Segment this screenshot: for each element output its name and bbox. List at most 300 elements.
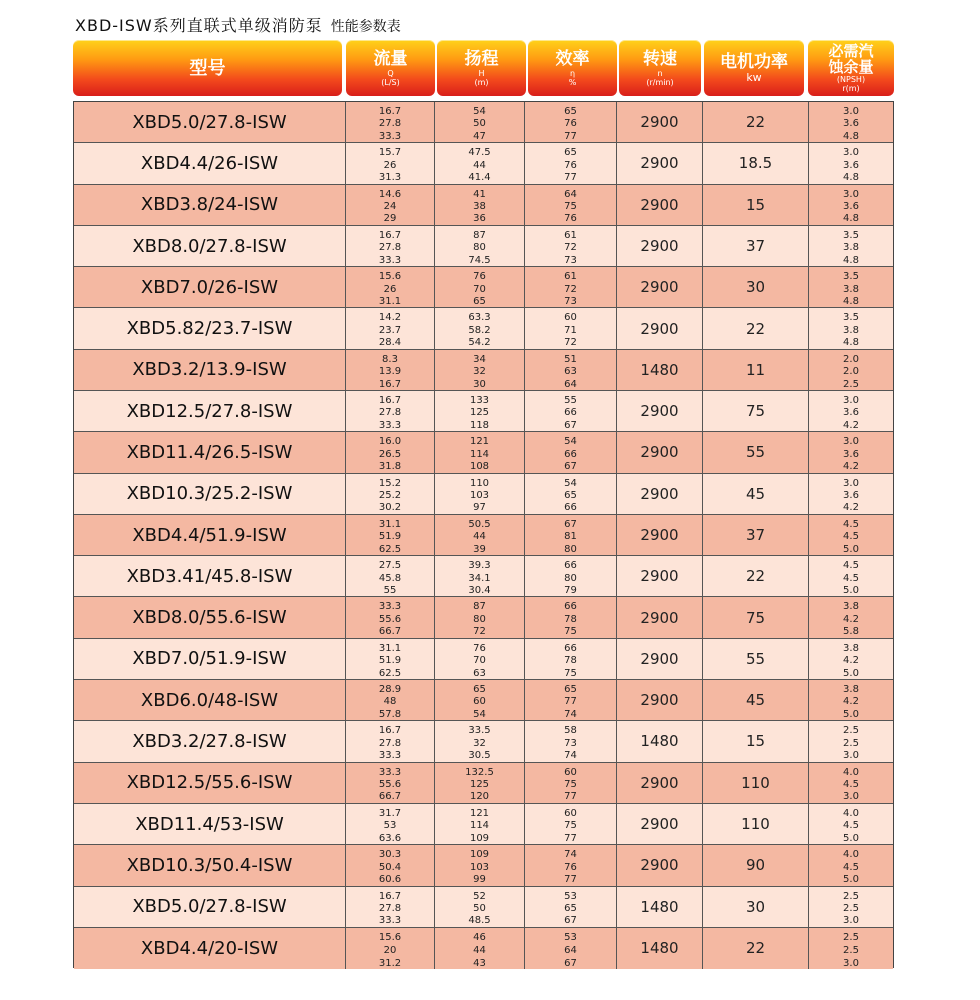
flow-cell (346, 639, 435, 679)
flow-cell (346, 804, 435, 844)
eff-value: 76 (564, 213, 577, 225)
flow-value: 33.3 (378, 750, 402, 762)
head-value: 44 (473, 159, 486, 171)
eff-value: 64 (564, 188, 577, 200)
head-cell (435, 185, 525, 225)
table-row (74, 721, 893, 762)
head-value: 30.5 (468, 750, 491, 762)
header-npsh-symbol: (NPSH) (836, 75, 866, 84)
head-cell (435, 102, 525, 142)
npsh-value: 4.8 (843, 172, 859, 184)
head-cell (435, 928, 525, 969)
head-value: 44 (473, 531, 486, 543)
flow-value: 20 (383, 944, 397, 956)
head-value: 50 (473, 118, 486, 130)
model-cell: XBD3.8/24-ISW (74, 185, 346, 225)
header-head-unit: (m) (474, 77, 489, 87)
flow-value: 30.3 (378, 849, 402, 861)
npsh-value: 5.8 (843, 626, 859, 638)
speed-cell: 2900 (617, 474, 703, 514)
header-flow-symbol: Q (387, 68, 394, 78)
npsh-cell (809, 680, 893, 720)
eff-value: 65 (564, 684, 577, 696)
efficiency-cell (525, 515, 617, 555)
npsh-value: 3.5 (843, 312, 859, 324)
flow-value: 16.7 (378, 106, 402, 117)
table-row (74, 350, 893, 391)
table-row (74, 887, 893, 928)
npsh-cell (809, 102, 893, 142)
eff-value: 66 (564, 407, 577, 419)
head-value: 132.5 (465, 766, 494, 778)
eff-value: 77 (564, 791, 577, 803)
flow-cell (346, 185, 435, 225)
speed-cell: 2900 (617, 432, 703, 472)
npsh-cell (809, 804, 893, 844)
head-cell (435, 267, 525, 307)
flow-value: 26.5 (378, 448, 402, 460)
speed-cell: 2900 (617, 185, 703, 225)
eff-value: 74 (564, 750, 577, 762)
head-value: 103 (469, 490, 490, 501)
head-cell (435, 308, 525, 348)
npsh-cell (809, 763, 893, 803)
npsh-value: 3.5 (843, 229, 859, 241)
flow-value: 60.6 (378, 874, 402, 885)
head-value: 114 (469, 820, 490, 832)
speed-cell: 2900 (617, 143, 703, 183)
flow-value: 31.1 (378, 642, 402, 654)
head-value: 50 (473, 902, 486, 914)
head-cell (435, 515, 525, 555)
npsh-cell (809, 597, 893, 637)
eff-value: 76 (564, 159, 577, 171)
speed-cell: 2900 (617, 267, 703, 307)
flow-cell (346, 721, 435, 761)
flow-value: 50.4 (378, 861, 402, 873)
npsh-value: 5.0 (843, 543, 859, 555)
head-value: 114 (469, 448, 490, 460)
motor-power-cell: 75 (703, 391, 809, 431)
eff-value: 76 (564, 118, 577, 130)
npsh-cell (809, 515, 893, 555)
npsh-cell (809, 226, 893, 266)
head-value: 60 (473, 696, 486, 708)
head-value: 58.2 (468, 324, 491, 336)
table-row (74, 308, 893, 349)
npsh-value: 2.5 (843, 725, 859, 737)
flow-value: 57.8 (378, 708, 402, 720)
motor-power-cell: 37 (703, 226, 809, 266)
eff-value: 60 (564, 807, 577, 819)
flow-value: 28.9 (378, 684, 402, 696)
head-cell (435, 474, 525, 514)
eff-value: 63 (564, 366, 577, 378)
npsh-value: 3.6 (843, 159, 859, 171)
flow-value: 55.6 (378, 779, 402, 791)
head-value: 121 (469, 436, 490, 448)
head-value: 30 (473, 378, 486, 390)
npsh-value: 5.0 (843, 874, 859, 885)
flow-value: 24 (383, 200, 397, 212)
eff-value: 54 (564, 477, 577, 489)
npsh-value: 4.8 (843, 295, 859, 307)
head-value: 87 (473, 601, 486, 613)
head-value: 41.4 (468, 172, 491, 184)
flow-value: 25.2 (378, 490, 402, 501)
head-value: 50.5 (468, 518, 491, 530)
eff-value: 80 (564, 572, 577, 584)
model-cell: XBD5.0/27.8-ISW (74, 102, 346, 142)
motor-power-cell: 110 (703, 763, 809, 803)
head-cell (435, 680, 525, 720)
speed-cell: 2900 (617, 680, 703, 720)
npsh-value: 4.5 (843, 820, 859, 832)
head-value: 30.4 (468, 584, 491, 596)
motor-power-cell: 90 (703, 845, 809, 885)
model-cell: XBD5.0/27.8-ISW (74, 887, 346, 927)
head-value: 52 (473, 890, 486, 902)
flow-value: 33.3 (378, 766, 402, 778)
flow-value: 33.3 (378, 254, 402, 266)
eff-value: 77 (564, 172, 577, 184)
flow-value: 27.8 (378, 118, 402, 130)
flow-value: 31.7 (378, 807, 402, 819)
head-value: 39.3 (468, 560, 491, 572)
head-value: 32 (473, 366, 486, 378)
motor-power-cell: 45 (703, 680, 809, 720)
header-eff-unit: % (568, 77, 577, 87)
efficiency-cell (525, 556, 617, 596)
head-value: 110 (469, 477, 490, 489)
flow-value: 66.7 (378, 791, 402, 803)
motor-power-cell: 11 (703, 350, 809, 390)
eff-value: 65 (564, 490, 577, 501)
flow-value: 14.6 (378, 188, 402, 200)
motor-power-cell: 37 (703, 515, 809, 555)
eff-value: 67 (564, 461, 577, 473)
flow-value: 33.3 (378, 130, 402, 142)
model-cell: XBD4.4/51.9-ISW (74, 515, 346, 555)
npsh-value: 3.6 (843, 490, 859, 501)
speed-cell: 1480 (617, 887, 703, 927)
head-value: 72 (473, 626, 486, 638)
flow-cell (346, 763, 435, 803)
eff-value: 66 (564, 502, 577, 514)
eff-value: 72 (564, 242, 577, 254)
head-value: 32 (473, 737, 486, 749)
efficiency-cell (525, 763, 617, 803)
eff-value: 61 (564, 229, 577, 241)
head-value: 63.3 (468, 312, 491, 324)
header-flow-unit: (L/S) (381, 77, 400, 87)
npsh-value: 3.8 (843, 242, 859, 254)
header-model-label: 型号 (189, 57, 226, 79)
eff-value: 75 (564, 779, 577, 791)
motor-power-cell: 15 (703, 185, 809, 225)
table-row (74, 515, 893, 556)
header-npsh-line2: 蚀余量 (828, 58, 874, 76)
efficiency-cell (525, 597, 617, 637)
npsh-value: 4.2 (843, 613, 859, 625)
header-flow (346, 40, 435, 96)
npsh-value: 4.8 (843, 130, 859, 142)
head-value: 109 (469, 849, 490, 861)
speed-cell: 2900 (617, 556, 703, 596)
head-value: 125 (469, 407, 490, 419)
npsh-value: 4.5 (843, 560, 859, 572)
table-row (74, 226, 893, 267)
eff-value: 54 (564, 436, 577, 448)
npsh-value: 2.5 (843, 902, 859, 914)
head-value: 70 (473, 655, 486, 667)
efficiency-cell (525, 474, 617, 514)
head-value: 54 (473, 708, 486, 720)
head-value: 54.2 (468, 337, 491, 349)
npsh-value: 3.8 (843, 601, 859, 613)
speed-cell: 2900 (617, 391, 703, 431)
table-row (74, 928, 893, 969)
flow-value: 45.8 (378, 572, 402, 584)
speed-cell: 1480 (617, 928, 703, 969)
eff-value: 76 (564, 861, 577, 873)
flow-value: 31.1 (378, 295, 402, 307)
flow-cell (346, 474, 435, 514)
eff-value: 80 (564, 543, 577, 555)
npsh-value: 3.0 (843, 395, 859, 407)
flow-value: 48 (383, 696, 397, 708)
head-cell (435, 391, 525, 431)
flow-value: 16.7 (378, 378, 402, 390)
eff-value: 66 (564, 642, 577, 654)
eff-value: 78 (564, 613, 577, 625)
npsh-cell (809, 721, 893, 761)
efficiency-cell (525, 928, 617, 969)
efficiency-cell (525, 432, 617, 472)
npsh-cell (809, 887, 893, 927)
flow-value: 14.2 (378, 312, 402, 324)
table-row (74, 474, 893, 515)
npsh-value: 4.5 (843, 779, 859, 791)
header-speed-unit: (r/min) (646, 77, 674, 87)
flow-cell (346, 556, 435, 596)
motor-power-cell: 45 (703, 474, 809, 514)
motor-power-cell: 15 (703, 721, 809, 761)
flow-value: 51.9 (378, 655, 402, 667)
flow-value: 31.8 (378, 461, 402, 473)
head-value: 76 (473, 642, 486, 654)
flow-value: 55 (383, 584, 397, 596)
model-cell: XBD7.0/26-ISW (74, 267, 346, 307)
head-value: 70 (473, 283, 486, 295)
npsh-value: 3.0 (843, 915, 859, 927)
flow-value: 16.7 (378, 395, 402, 407)
model-cell: XBD11.4/53-ISW (74, 804, 346, 844)
eff-value: 67 (564, 419, 577, 431)
npsh-value: 4.5 (843, 861, 859, 873)
npsh-value: 4.2 (843, 419, 859, 431)
title-sub: 性能参数表 (330, 19, 401, 35)
eff-value: 60 (564, 766, 577, 778)
head-cell (435, 432, 525, 472)
flow-value: 53 (383, 820, 397, 832)
model-cell: XBD12.5/55.6-ISW (74, 763, 346, 803)
head-value: 33.5 (468, 725, 491, 737)
head-cell (435, 845, 525, 885)
npsh-value: 3.8 (843, 684, 859, 696)
eff-value: 65 (564, 147, 577, 159)
head-value: 43 (473, 957, 486, 969)
efficiency-cell (525, 845, 617, 885)
head-value: 76 (473, 271, 486, 283)
eff-value: 73 (564, 295, 577, 307)
flow-value: 28.4 (378, 337, 402, 349)
npsh-cell (809, 308, 893, 348)
npsh-value: 3.0 (843, 957, 859, 969)
motor-power-cell: 18.5 (703, 143, 809, 183)
efficiency-cell (525, 308, 617, 348)
table-row (74, 597, 893, 638)
flow-value: 33.3 (378, 915, 402, 927)
head-value: 109 (469, 832, 490, 844)
eff-value: 67 (564, 915, 577, 927)
npsh-value: 3.5 (843, 271, 859, 283)
head-value: 39 (473, 543, 486, 555)
npsh-value: 4.2 (843, 696, 859, 708)
efficiency-cell (525, 804, 617, 844)
head-value: 47 (473, 130, 486, 142)
header-speed (619, 40, 701, 96)
npsh-value: 2.5 (843, 931, 859, 943)
header-eff-label: 效率 (555, 48, 590, 69)
head-cell (435, 350, 525, 390)
flow-cell (346, 928, 435, 969)
flow-cell (346, 432, 435, 472)
head-value: 34.1 (468, 572, 491, 584)
model-cell: XBD3.2/27.8-ISW (74, 721, 346, 761)
flow-value: 26 (383, 159, 397, 171)
flow-cell (346, 887, 435, 927)
npsh-value: 4.8 (843, 337, 859, 349)
table-row (74, 185, 893, 226)
table-row (74, 102, 893, 143)
eff-value: 74 (564, 849, 577, 861)
npsh-value: 2.0 (843, 353, 859, 365)
head-cell (435, 887, 525, 927)
npsh-value: 3.6 (843, 448, 859, 460)
npsh-cell (809, 845, 893, 885)
motor-power-cell: 22 (703, 308, 809, 348)
npsh-cell (809, 391, 893, 431)
eff-value: 65 (564, 902, 577, 914)
header-speed-label: 转速 (643, 48, 677, 69)
eff-value: 61 (564, 271, 577, 283)
npsh-cell (809, 556, 893, 596)
model-cell: XBD5.82/23.7-ISW (74, 308, 346, 348)
eff-value: 64 (564, 378, 577, 390)
eff-value: 72 (564, 283, 577, 295)
speed-cell: 2900 (617, 804, 703, 844)
eff-value: 77 (564, 130, 577, 142)
head-value: 36 (473, 213, 486, 225)
flow-value: 31.1 (378, 518, 402, 530)
flow-value: 27.5 (378, 560, 402, 572)
flow-value: 27.8 (378, 737, 402, 749)
npsh-value: 3.0 (843, 106, 859, 117)
flow-cell (346, 680, 435, 720)
head-value: 38 (473, 200, 486, 212)
flow-value: 13.9 (378, 366, 402, 378)
header-motor-power (704, 40, 804, 96)
table-row (74, 556, 893, 597)
npsh-cell (809, 185, 893, 225)
npsh-value: 2.5 (843, 944, 859, 956)
header-npsh-line1: 必需汽 (828, 42, 874, 60)
head-value: 125 (469, 779, 490, 791)
speed-cell: 1480 (617, 350, 703, 390)
table-row (74, 763, 893, 804)
head-value: 80 (473, 242, 486, 254)
motor-power-cell: 55 (703, 432, 809, 472)
eff-value: 51 (564, 353, 577, 365)
npsh-value: 4.2 (843, 461, 859, 473)
head-value: 118 (469, 419, 490, 431)
header-model (73, 40, 342, 96)
head-value: 97 (473, 502, 486, 514)
motor-power-cell: 22 (703, 556, 809, 596)
npsh-cell (809, 474, 893, 514)
head-cell (435, 804, 525, 844)
npsh-value: 3.0 (843, 436, 859, 448)
header-flow-label: 流量 (373, 48, 408, 69)
head-value: 46 (473, 931, 486, 943)
eff-value: 74 (564, 708, 577, 720)
header-speed-symbol: n (657, 68, 663, 78)
npsh-cell (809, 928, 893, 969)
flow-cell (346, 391, 435, 431)
performance-table (73, 101, 894, 968)
npsh-value: 4.2 (843, 502, 859, 514)
efficiency-cell (525, 721, 617, 761)
flow-value: 27.8 (378, 242, 402, 254)
efficiency-cell (525, 350, 617, 390)
flow-value: 62.5 (378, 667, 402, 679)
npsh-value: 2.5 (843, 378, 859, 390)
flow-value: 15.2 (378, 477, 402, 489)
speed-cell: 2900 (617, 639, 703, 679)
model-cell: XBD10.3/50.4-ISW (74, 845, 346, 885)
flow-value: 16.7 (378, 725, 402, 737)
efficiency-cell (525, 887, 617, 927)
header-head-label: 扬程 (464, 48, 499, 69)
speed-cell: 2900 (617, 226, 703, 266)
npsh-value: 4.0 (843, 849, 859, 861)
header-eff-symbol: η (569, 68, 576, 78)
eff-value: 75 (564, 820, 577, 832)
npsh-value: 4.0 (843, 807, 859, 819)
head-value: 41 (473, 188, 486, 200)
head-value: 47.5 (468, 147, 491, 159)
eff-value: 65 (564, 106, 577, 117)
speed-cell: 2900 (617, 597, 703, 637)
npsh-value: 3.0 (843, 147, 859, 159)
head-value: 80 (473, 613, 486, 625)
npsh-value: 3.0 (843, 791, 859, 803)
eff-value: 66 (564, 560, 577, 572)
head-cell (435, 597, 525, 637)
head-value: 87 (473, 229, 486, 241)
eff-value: 77 (564, 874, 577, 885)
